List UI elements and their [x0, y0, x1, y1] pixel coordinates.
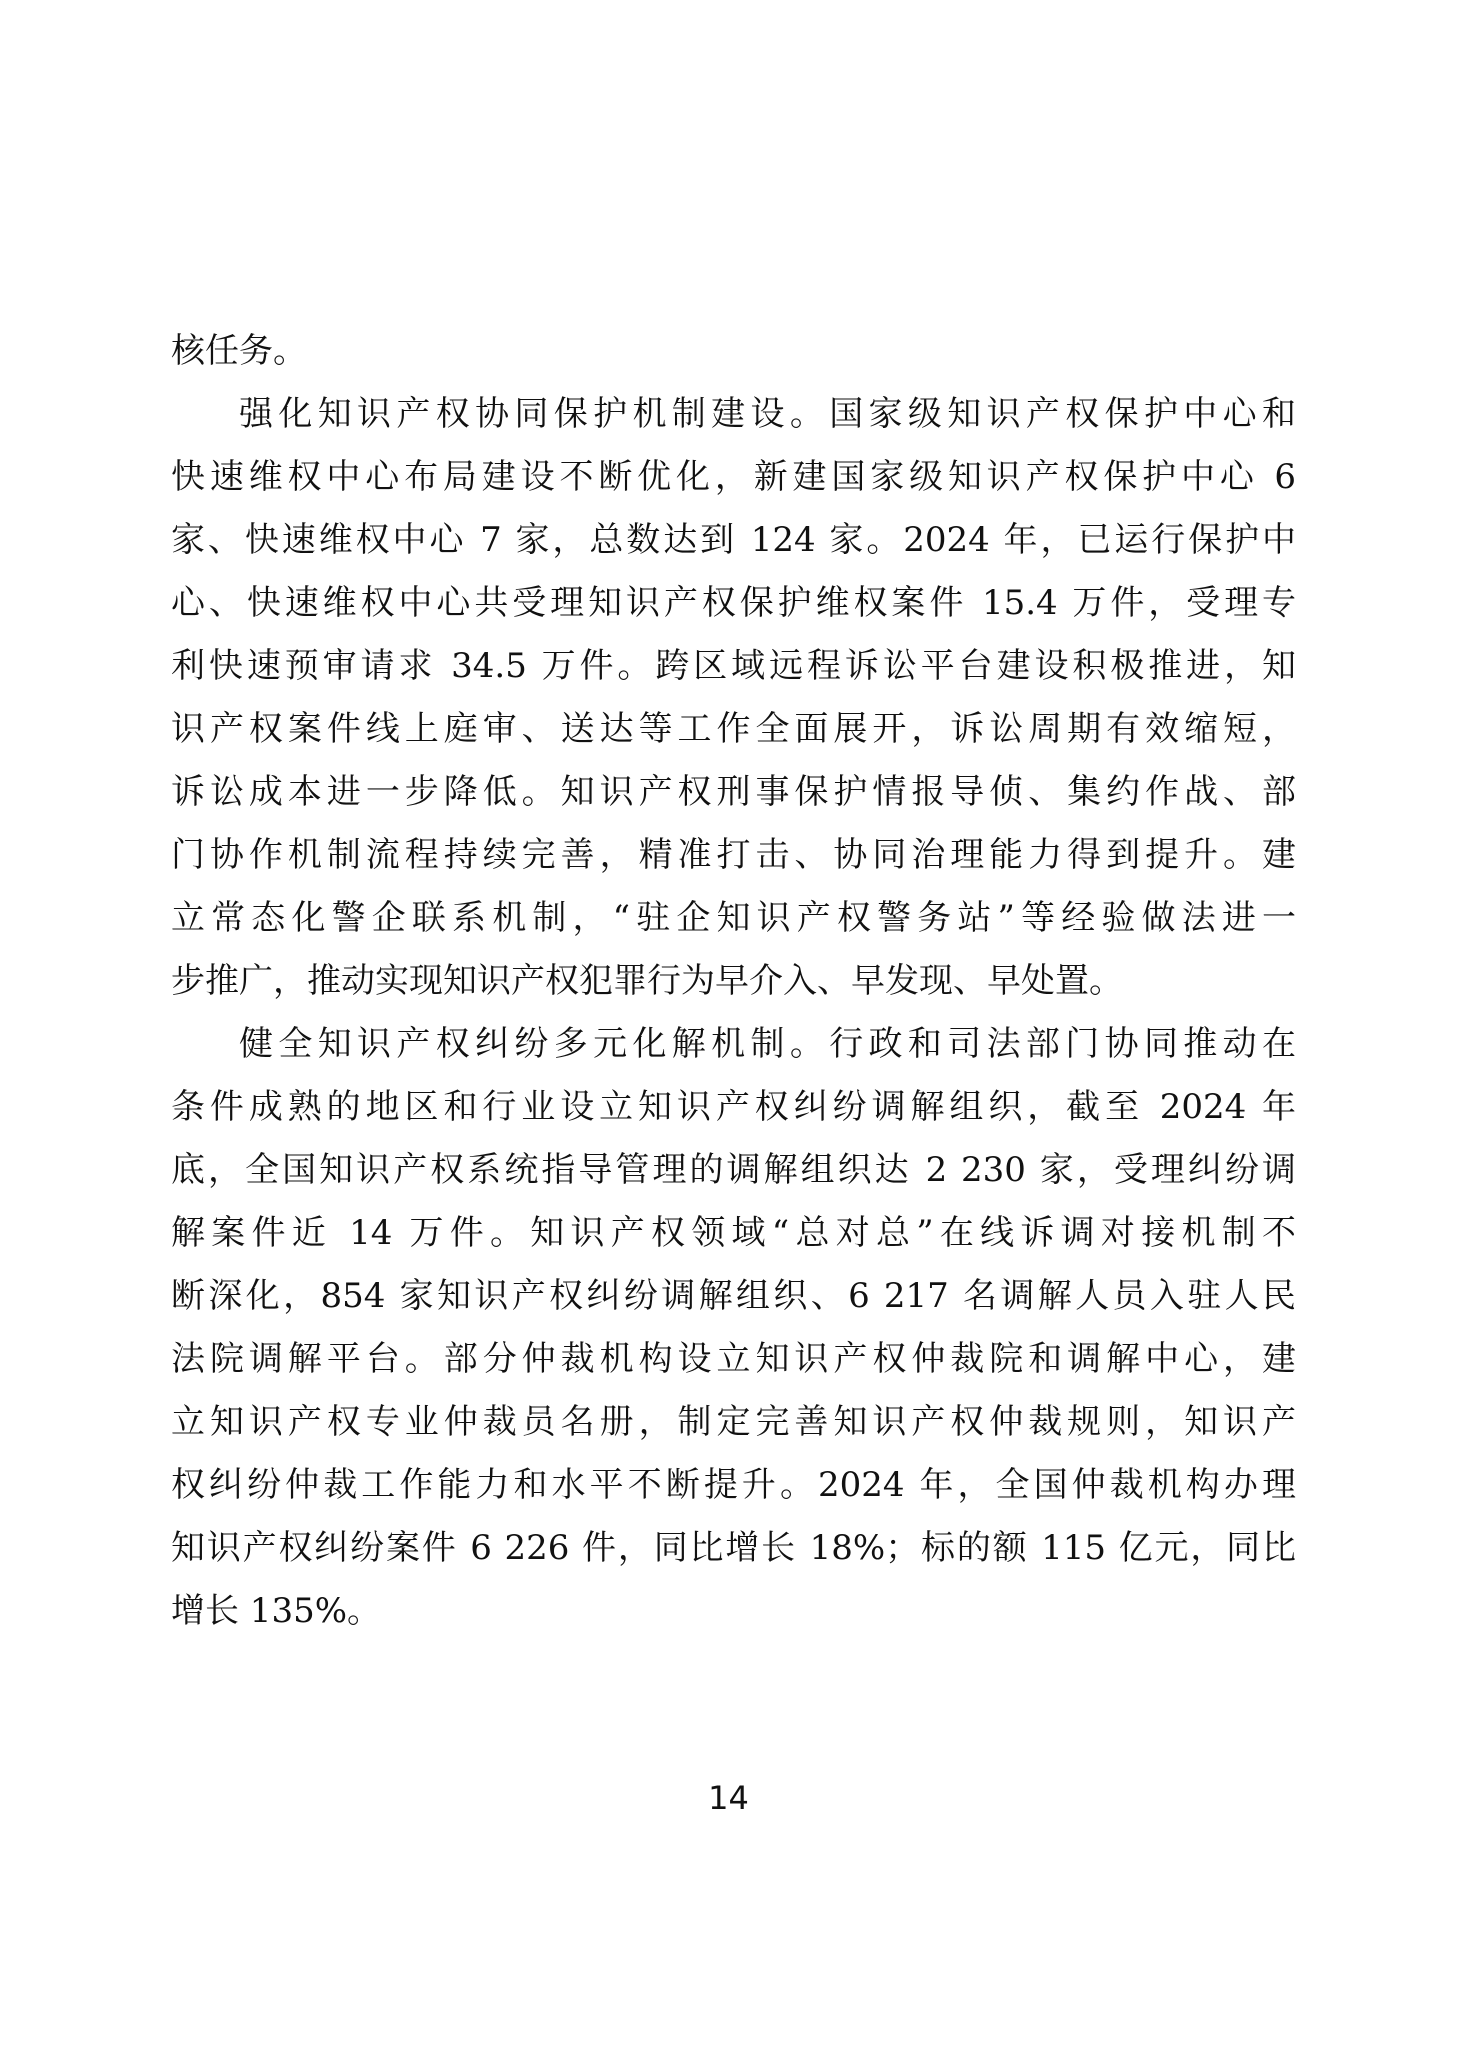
- text-line: 步推广，推动实现知识产权犯罪行为早介入、早发现、早处置。: [171, 961, 1123, 1001]
- body-text: [171, 320, 1296, 1643]
- text-line: 快速维权中心布局建设不断优化，新建国家级知识产权保护中心 6: [171, 457, 1296, 497]
- text-line: 心、快速维权中心共受理知识产权保护维权案件 15.4 万件，受理专: [171, 583, 1296, 623]
- text-line: 底，全国知识产权系统指导管理的调解组织达 2 230 家，受理纠纷调: [171, 1150, 1296, 1190]
- text-line: 诉讼成本进一步降低。知识产权刑事保护情报导侦、集约作战、部: [171, 772, 1296, 812]
- text-line: 知识产权纠纷案件 6 226 件，同比增长 18%；标的额 115 亿元，同比: [171, 1528, 1296, 1568]
- page-number: 14: [708, 1779, 749, 1817]
- text-line: 法院调解平台。部分仲裁机构设立知识产权仲裁院和调解中心，建: [171, 1339, 1296, 1379]
- text-line: 核任务。: [171, 331, 307, 371]
- paragraph-heading-line: 强化知识产权协同保护机制建设。国家级知识产权保护中心和: [239, 394, 1296, 434]
- text-line: 利快速预审请求 34.5 万件。跨区域远程诉讼平台建设积极推进，知: [171, 646, 1296, 686]
- text-line: 立常态化警企联系机制，“驻企知识产权警务站”等经验做法进一: [171, 898, 1296, 938]
- text-line: 立知识产权专业仲裁员名册，制定完善知识产权仲裁规则，知识产: [171, 1402, 1296, 1442]
- text-line: 增长 135%。: [171, 1591, 382, 1631]
- text-line: 权纠纷仲裁工作能力和水平不断提升。2024 年，全国仲裁机构办理: [171, 1465, 1296, 1505]
- text-line: 识产权案件线上庭审、送达等工作全面展开，诉讼周期有效缩短，: [171, 709, 1296, 749]
- text-line: 解案件近 14 万件。知识产权领域“总对总”在线诉调对接机制不: [171, 1213, 1296, 1253]
- text-line: 家、快速维权中心 7 家，总数达到 124 家。2024 年，已运行保护中: [171, 520, 1296, 560]
- text-line: 门协作机制流程持续完善，精准打击、协同治理能力得到提升。建: [171, 835, 1296, 875]
- text-line: 断深化，854 家知识产权纠纷调解组织、6 217 名调解人员入驻人民: [171, 1276, 1296, 1316]
- paragraph-heading-line: 健全知识产权纠纷多元化解机制。行政和司法部门协同推动在: [239, 1024, 1296, 1064]
- text-line: 条件成熟的地区和行业设立知识产权纠纷调解组织，截至 2024 年: [171, 1087, 1296, 1127]
